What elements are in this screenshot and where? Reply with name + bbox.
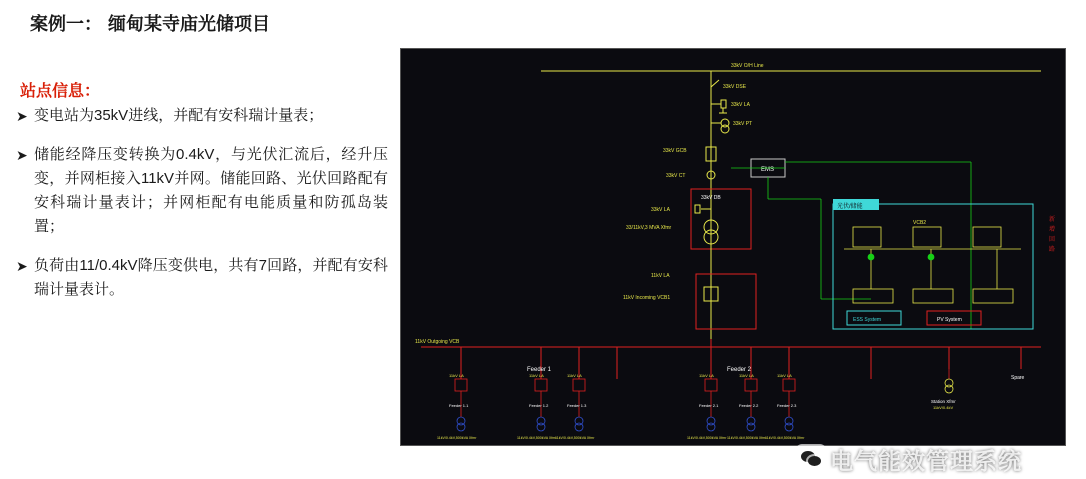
list-item (16, 254, 388, 302)
label-33kv-la-lower: 33kV LA (651, 207, 670, 213)
left-text-column (0, 0, 400, 462)
label-33kv-db: 33kV DB (701, 195, 721, 201)
label-feeder1-unit3-sub: Feeder 1.3 (567, 403, 587, 408)
station-transformer-group (931, 369, 1025, 410)
label-feeder1-unit1-sub: Feeder 1.1 (449, 403, 469, 408)
svg-text:新: 新 (1049, 217, 1056, 223)
dse-switch-symbol (711, 80, 719, 87)
label-33kv-la-top: 33kV LA (731, 102, 750, 108)
label-feeder2-unit3-sub: Feeder 2.3 (777, 403, 797, 408)
label-feeder1-unit2-sub: Feeder 1.2 (529, 403, 549, 408)
label-feeder2-unit3-la: 11kV LA (777, 373, 792, 378)
label-feeder1-unit1-la: 11kV LA (449, 373, 464, 378)
diagram-canvas (401, 49, 1065, 445)
la-33kv-lower-symbol (695, 205, 711, 213)
label-main-transformer: 33/11kV,3 MVA Xfmr (626, 225, 672, 231)
label-33kv-pt: 33kV PT (733, 121, 753, 127)
label-spare: Spare (1011, 375, 1025, 381)
communication-network-lines (731, 162, 971, 329)
label-feeder2-unit2-sub: Feeder 2.2 (739, 403, 759, 408)
watermark (796, 439, 1086, 479)
label-11kv-incoming-vcb: 11kV Incoming VCB1 (623, 295, 671, 301)
db-33kv-box (691, 189, 751, 249)
label-pv-zone-title: 光伏/储能 (837, 204, 863, 210)
label-station-xfmr: Station Xfmr (931, 399, 956, 404)
watermark-text: 电气能效管理系统 (830, 447, 1022, 474)
label-feeder1-unit3-la: 11kV LA (567, 373, 582, 378)
label-feeder1-unit2-la: 11kV LA (529, 373, 544, 378)
bullet-list (16, 104, 388, 317)
page-title (30, 10, 270, 36)
new-circuit-annotation (1049, 215, 1055, 253)
lv-distribution-bus (421, 339, 1041, 379)
list-item-text: 变电站为35kV进线，并配有安科瑞计量表； (34, 107, 324, 124)
label-feeder2-unit3-rating: 11kV/0.4kV,500kVA Xfmr (765, 436, 805, 440)
label-feeder2-unit2-la: 11kV LA (739, 373, 754, 378)
label-feeder2-unit1-la: 11kV LA (699, 373, 714, 378)
label-33kv-ct: 33kV CT (666, 173, 686, 179)
label-feeder2-unit1-rating: 11kV/0.4kV,500kVA Xfmr (687, 436, 727, 440)
list-item (16, 104, 388, 128)
single-line-diagram (400, 48, 1066, 474)
bullet-arrow-icon: ➤ (16, 147, 28, 163)
label-ess-system: ESS System (853, 317, 882, 323)
label-11kv-outgoing-vcb: 11kV Outgoing VCB (415, 339, 460, 345)
pv-ess-zone (833, 199, 1033, 329)
case-name: 缅甸某寺庙光储项目 (108, 14, 270, 34)
wechat-icon (796, 444, 826, 474)
section-heading: 站点信息： (20, 83, 101, 100)
label-feeder-1: Feeder 1 (527, 367, 552, 373)
label-feeder1-unit2-rating: 11kV/0.4kV,500kVA Xfmr (517, 436, 557, 440)
mv-11kv-lines (696, 245, 756, 339)
list-item-text: 储能经降压变转换为0.4kV，与光伏汇流后，经升压变，并网柜接入11kV并网。储能回路、光伏回路配有安科瑞计量表计；并网柜配有电能质量和防孤岛装置； (34, 146, 388, 235)
list-item (16, 143, 388, 239)
label-feeder1-unit1-rating: 11kV/0.4kV,500kVA Xfmr (437, 436, 477, 440)
label-33kv-gcb: 33kV GCB (663, 148, 687, 154)
hv-lines-group (541, 71, 1041, 274)
label-11kv-la: 11kV LA (651, 273, 670, 279)
label-feeder-2: Feeder 2 (727, 367, 752, 373)
svg-text:增: 增 (1049, 227, 1056, 233)
la-33kv-symbol (711, 100, 727, 113)
label-feeder2-unit2-rating: 11kV/0.4kV,500kVA Xfmr (727, 436, 767, 440)
svg-text:回: 回 (1049, 237, 1056, 243)
label-oh-line: 33kV O/H Line (731, 63, 764, 69)
pt-33kv-symbol (711, 119, 729, 133)
feeder1-units (437, 373, 595, 440)
label-feeder2-unit1-sub: Feeder 2.1 (699, 403, 719, 408)
label-vcb2: VCB2 (913, 220, 927, 226)
list-item-text: 负荷由11/0.4kV降压变供电，共有7回路，并配有安科瑞计量表计。 (34, 257, 388, 298)
bullet-arrow-icon: ➤ (16, 108, 28, 124)
case-label: 案例一： (30, 14, 102, 34)
feeder2-units (687, 373, 805, 440)
svg-text:路: 路 (1049, 247, 1056, 253)
label-ems: EMS (761, 167, 775, 173)
bullet-arrow-icon: ➤ (16, 258, 28, 274)
label-station-xfmr-rating: 11kV/0.4kV (933, 405, 954, 410)
label-pv-system: PV System (937, 317, 962, 323)
label-33kv-dse: 33kV DSE (723, 84, 747, 90)
label-feeder1-unit3-rating: 11kV/0.4kV,500kVA Xfmr (555, 436, 595, 440)
